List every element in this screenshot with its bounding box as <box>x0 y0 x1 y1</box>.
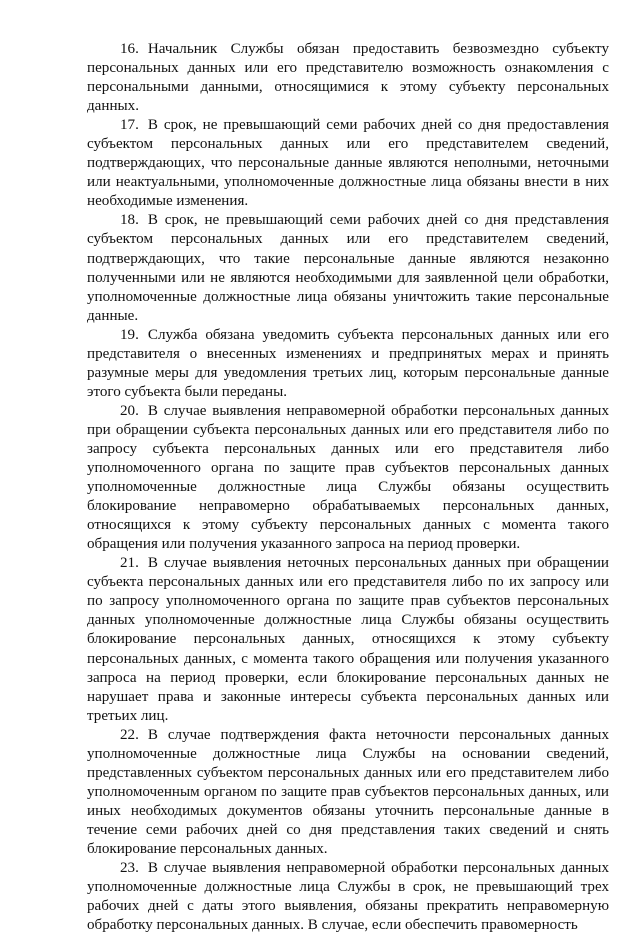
paragraph-text: В срок, не превышающий семи рабочих дней со дня представления субъектом персональных данных или его представителем сведений, подтверждающих, что такие персональные данные являются незаконно полученными или не являются необходимыми для заявленной цели обработки, уполномоченные должностные лица обязаны уничтожить такие персональные данные. <box>87 212 609 324</box>
paragraph-number: 20. <box>120 402 139 419</box>
paragraph-number: 21. <box>120 555 139 572</box>
paragraph-19 <box>87 326 609 402</box>
paragraph-16 <box>87 40 609 116</box>
paragraph-text: В случае подтверждения факта неточности персональных данных уполномоченные должностные лица Службы на основании сведений, представленных субъектом персональных данных или его представителем либо уполномоченным органом по защите прав субъектов персональных данных, или иных необходимых документов обязаны уточнить персональные данные в течение семи рабочих дней со дня представления таких сведений и снять блокирование персональных данных. <box>87 726 609 857</box>
paragraph-text: В срок, не превышающий семи рабочих дней со дня предоставления субъектом персональных данных или его представителем сведений, подтверждающих, что персональные данные являются неполными, неточными или неактуальными, уполномоченные должностные лица обязаны внести в них необходимые изменения. <box>87 117 609 210</box>
paragraph-number: 16. <box>120 41 139 57</box>
paragraph-text: Служба обязана уведомить субъекта персональных данных или его представителя о внесенных изменениях и предпринятых мерах и принять разумные меры для уведомления третьих лиц, которым персональные данные этого субъекта были переданы. <box>87 326 609 400</box>
paragraph-text: В случае выявления неправомерной обработки персональных данных уполномоченные должностные лица Службы в срок, не превышающий трех рабочих дней с даты этого выявления, обязаны прекратить неправомерную обработку персональных данных. В случае, если обеспечить правомерность <box>87 860 609 934</box>
paragraph-18 <box>87 211 609 325</box>
paragraph-23 <box>87 859 609 935</box>
paragraph-17 <box>87 116 609 211</box>
paragraph-number: 23. <box>120 860 139 877</box>
paragraph-21 <box>87 554 609 725</box>
paragraph-number: 17. <box>120 117 139 134</box>
paragraph-number: 19. <box>120 326 139 343</box>
paragraph-22 <box>87 726 609 859</box>
paragraph-text: Начальник Службы обязан предоставить безвозмездно субъекту персональных данных или его представителю возможность ознакомления с персональными данными, относящимися к этому субъекту персональных данных. <box>87 41 609 115</box>
paragraph-text: В случае выявления неправомерной обработки персональных данных при обращении субъекта персональных данных или его представителя либо по запросу субъекта персональных данных или его представителя либо уполномоченного органа по защите прав субъектов персональных данных уполномоченные должностные лица Службы обязаны осуществить блокирование неправомерно обрабатываемых персональных данных, относящихся к этому субъекту персональных данных с момента такого обращения или получения указанного запроса на период проверки. <box>87 402 609 553</box>
paragraph-number: 18. <box>120 212 139 229</box>
paragraph-number: 22. <box>120 726 139 743</box>
paragraph-20 <box>87 402 609 554</box>
paragraph-text: В случае выявления неточных персональных данных при обращении субъекта персональных данных или его представителя либо по их запросу или по запросу уполномоченного органа по защите прав субъектов персональных данных уполномоченные должностные лица Службы обязаны осуществить блокирование персональных данных, относящихся к этому субъекту персональных данных, с момента такого обращения или получения указанного запроса на период проверки, если блокирование персональных данных не нарушает права и законные интересы субъекта персональных данных или третьих лиц. <box>87 555 609 724</box>
